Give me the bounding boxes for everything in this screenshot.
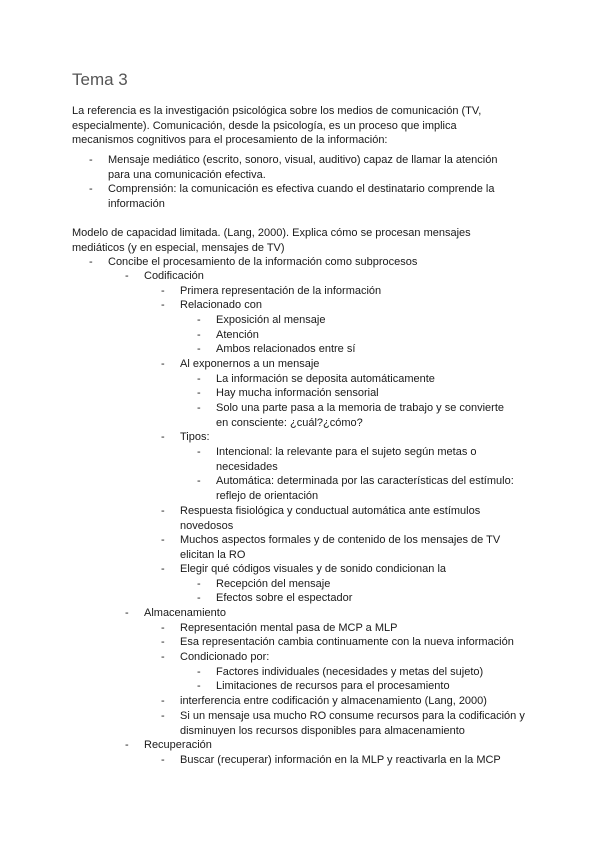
outline-item [197,665,526,680]
outline-item [125,606,524,621]
bullet-dash: - [161,695,165,707]
outline-item [161,298,520,313]
bullet-dash: - [125,607,129,619]
bullet-dash: - [161,431,165,443]
outline-text: Relacionado con [180,299,262,311]
bullet-dash: - [89,256,93,268]
model-paragraph: Modelo de capacidad limitada. (Lang, 2000). Explica cómo se procesan mensajes mediáticos (y en especial, mensajes de TV) [72,227,471,254]
outline-item [161,694,520,709]
bullet-dash: - [161,299,165,311]
bullet-dash: - [197,475,201,487]
outline-item [161,533,520,562]
bullet-dash: - [197,373,201,385]
bullet-dash: - [161,651,165,663]
bullet-dash: - [161,285,165,297]
bullet-text: Mensaje mediático (escrito, sonoro, visual, auditivo) capaz de llamar la atención para una comunicación efectiva. [108,154,498,181]
outline-text: Elegir qué códigos visuales y de sonido condicionan la [180,563,447,575]
outline-item [197,591,516,606]
bullet-dash: - [125,739,129,751]
outline-text: Recuperación [144,739,212,751]
outline-item [197,328,516,343]
outline-text: Hay mucha información sensorial [216,387,379,399]
bullet-dash: - [197,578,201,590]
bullet-dash: - [197,314,201,326]
outline-item [125,269,524,284]
outline-text: Si un mensaje usa mucho RO consume recursos para la codificación y disminuyen los recursos disponibles para almacenamiento [180,710,525,737]
bullet-dash: - [161,358,165,370]
outline-text: Limitaciones de recursos para el procesamiento [216,680,450,692]
bullet-dash: - [197,343,201,355]
outline-item [197,342,516,357]
outline-text: Intencional: la relevante para el sujeto según metas o necesidades [216,446,477,473]
intro-bullet [89,153,508,182]
bullet-dash: - [161,754,165,766]
outline-item [161,621,520,636]
outline-item [197,445,516,474]
bullet-dash: - [125,270,129,282]
bullet-dash: - [197,446,201,458]
outline-item [161,430,520,445]
outline-text: Buscar (recuperar) información en la MLP y reactivarla en la MCP [180,754,501,766]
bullet-dash: - [161,505,165,517]
outline-item [161,635,525,650]
bullet-dash: - [197,329,201,341]
outline-text: Atención [216,329,259,341]
outline-text: Al exponernos a un mensaje [180,358,320,370]
outline-text: Representación mental pasa de MCP a MLP [180,622,398,634]
outline-item [197,313,516,328]
outline-item [161,562,520,577]
outline-text: Automática: determinada por las características del estímulo: reflejo de orientación [216,475,514,502]
outline-text: Primera representación de la información [180,285,382,297]
bullet-dash: - [197,592,201,604]
bullet-dash: - [161,710,165,722]
outline-item [197,474,526,503]
outline-text: Efectos sobre el espectador [216,592,353,604]
bullet-dash: - [89,154,93,166]
outline-text: Tipos: [180,431,210,443]
bullet-dash: - [161,534,165,546]
outline-item [197,679,516,694]
outline-text: Codificación [144,270,204,282]
outline-text: Almacenamiento [144,607,226,619]
outline-text: Ambos relacionados entre sí [216,343,356,355]
outline-item [197,401,516,430]
outline-item [161,357,520,372]
outline-text: Muchos aspectos formales y de contenido de los mensajes de TV elicitan la RO [180,534,501,561]
outline-item [197,372,516,387]
bullet-dash: - [161,622,165,634]
outline-text: Solo una parte pasa a la memoria de trabajo y se convierte en consciente: ¿cuál?¿cómo? [216,402,504,429]
outline-item [161,504,520,533]
outline-text: La información se deposita automáticamente [216,373,435,385]
outline-item [161,753,525,768]
intro-bullet [89,182,508,211]
bullet-dash: - [197,680,201,692]
bullet-dash: - [161,563,165,575]
outline-item [125,738,524,753]
outline-item [161,284,520,299]
bullet-dash: - [161,636,165,648]
outline-text: Recepción del mensaje [216,578,331,590]
outline-text: Respuesta fisiológica y conductual automática ante estímulos novedosos [180,505,481,532]
intro-paragraph: La referencia es la investigación psicológica sobre los medios de comunicación (TV, especialmente). Comunicación, desde la psicología, es un proceso que implica mecanismos cognitivos para el procesamiento de la información: [72,105,482,147]
bullet-dash: - [197,666,201,678]
outline-item [89,255,528,270]
outline-text: Esa representación cambia continuamente con la nueva información [180,636,514,648]
outline-text: Condicionado por: [180,651,270,663]
bullet-text: Comprensión: la comunicación es efectiva cuando el destinatario comprende la información [108,183,495,210]
outline-text: Concibe el procesamiento de la información como subprocesos [108,256,418,268]
outline-item [161,650,520,665]
outline-text: Exposición al mensaje [216,314,326,326]
outline-item [197,577,516,592]
outline-text: Factores individuales (necesidades y metas del sujeto) [216,666,484,678]
outline-item [197,386,516,401]
page-title: Tema 3 [72,70,128,89]
outline-item [161,709,525,738]
outline-text: interferencia entre codificación y almacenamiento (Lang, 2000) [180,695,487,707]
bullet-dash: - [197,402,201,414]
bullet-dash: - [197,387,201,399]
bullet-dash: - [89,183,93,195]
